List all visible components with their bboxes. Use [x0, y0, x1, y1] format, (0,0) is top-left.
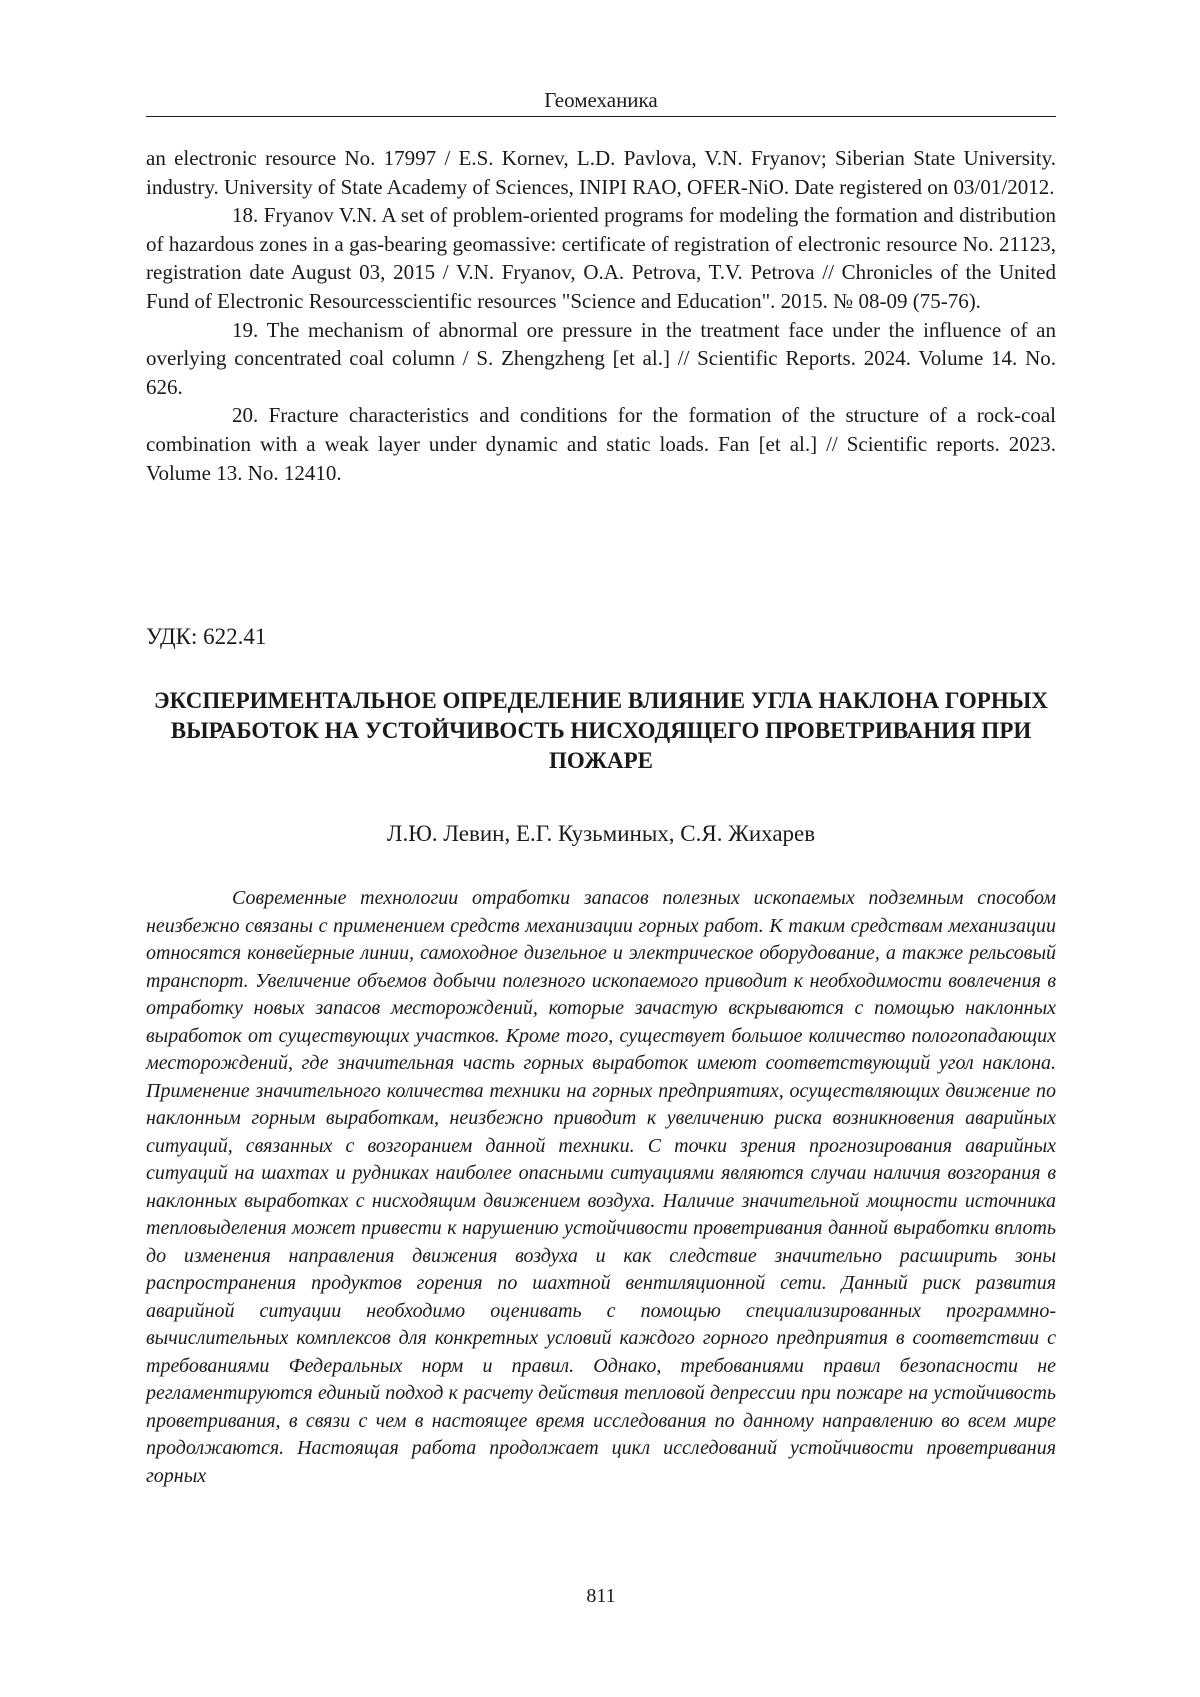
reference-item-20: 20. Fracture characteristics and conditions for the formation of the structure of a rock-coal combination with a weak layer under dynamic and static loads. Fan [et al.] // Scientific reports. 2023. Volume 13. No. 12410. [146, 403, 1056, 485]
article-authors: Л.Ю. Левин, Е.Г. Кузьминых, С.Я. Жихарев [386, 821, 816, 846]
article-title: ЭКСПЕРИМЕНТАЛЬНОЕ ОПРЕДЕЛЕНИЕ ВЛИЯНИЕ УГЛА НАКЛОНА ГОРНЫХ ВЫРАБОТОК НА УСТОЙЧИВОСТЬ НИСХОДЯЩЕГО ПРОВЕТРИВАНИЯ ПРИ ПОЖАРЕ [154, 688, 1048, 773]
running-header: Геомеханика [544, 88, 658, 112]
reference-item-18: 18. Fryanov V.N. A set of problem-oriented programs for modeling the formation and distribution of hazardous zones in a gas-bearing geomassive: certificate of registration of electronic resource No. 21123, registration date August 03, 2015 / V.N. Fryanov, O.A. Petrova, T.V. Petrova // Chronicles of the United Fund of Electronic Resourcesscientific resources "Science and Education". 2015. № 08-09 (75-76). [146, 203, 1056, 313]
page-number: 811 [586, 1585, 616, 1607]
reference-item-17-continued: an electronic resource No. 17997 / E.S. Kornev, L.D. Pavlova, V.N. Fryanov; Siberian State University. industry. University of State Academy of Sciences, INIPI RAO, OFER-NiO. Date registered on 03/01/2012. [146, 146, 1056, 199]
article-abstract: Современные технологии отработки запасов полезных ископаемых подземным способом неизбежно связаны с применением средств механизации горных работ. К таким средствам механизации относятся конвейерные линии, самоходное дизельное и электрическое оборудование, а также рельсовый транспорт. Увеличение объемов добычи полезного ископаемого приводит к необходимости вовлечения в отработку новых запасов месторождений, которые зачастую вскрываются с помощью наклонных выработок от существующих участков. Кроме того, существует большое количество пологопадающих месторождений, где значительная часть горных выработок имеют соответствующий угол наклона. Применение значительного количества техники на горных предприятиях, осуществляющих движение по наклонным горным выработкам, неизбежно приводит к увеличению риска возникновения аварийных ситуаций, связанных с возгоранием данной техники. С точки зрения прогнозирования аварийных ситуаций на шахтах и рудниках наиболее опасными ситуациями являются случаи наличия возгорания в наклонных выработках с нисходящим движением воздуха. Наличие значительной мощности источника тепловыделения может привести к нарушению устойчивости проветривания данной выработки вплоть до изменения направления движения воздуха и как следствие значительно расширить зоны распространения продуктов горения по шахтной вентиляционной сети. Данный риск развития аварийной ситуации необходимо оценивать с помощью специализированных программно-вычислительных комплексов для конкретных условий каждого горного предприятия в соответствии с требованиями Федеральных норм и правил. Однако, требованиями правил безопасности не регламентируются единый подход к расчету действия тепловой депрессии при пожаре на устойчивость проветривания, в связи с чем в настоящее время исследования по данному направлению во всем мире продолжаются. Настоящая работа продолжает цикл исследований устойчивости проветривания горных [146, 887, 1056, 1487]
udk-code: УДК: 622.41 [146, 624, 267, 649]
reference-list [146, 144, 1056, 487]
header-divider [146, 116, 1056, 117]
reference-item-19: 19. The mechanism of abnormal ore pressure in the treatment face under the influence of an overlying concentrated coal column / S. Zhengzheng [et al.] // Scientific Reports. 2024. Volume 14. No. 626. [146, 317, 1056, 399]
